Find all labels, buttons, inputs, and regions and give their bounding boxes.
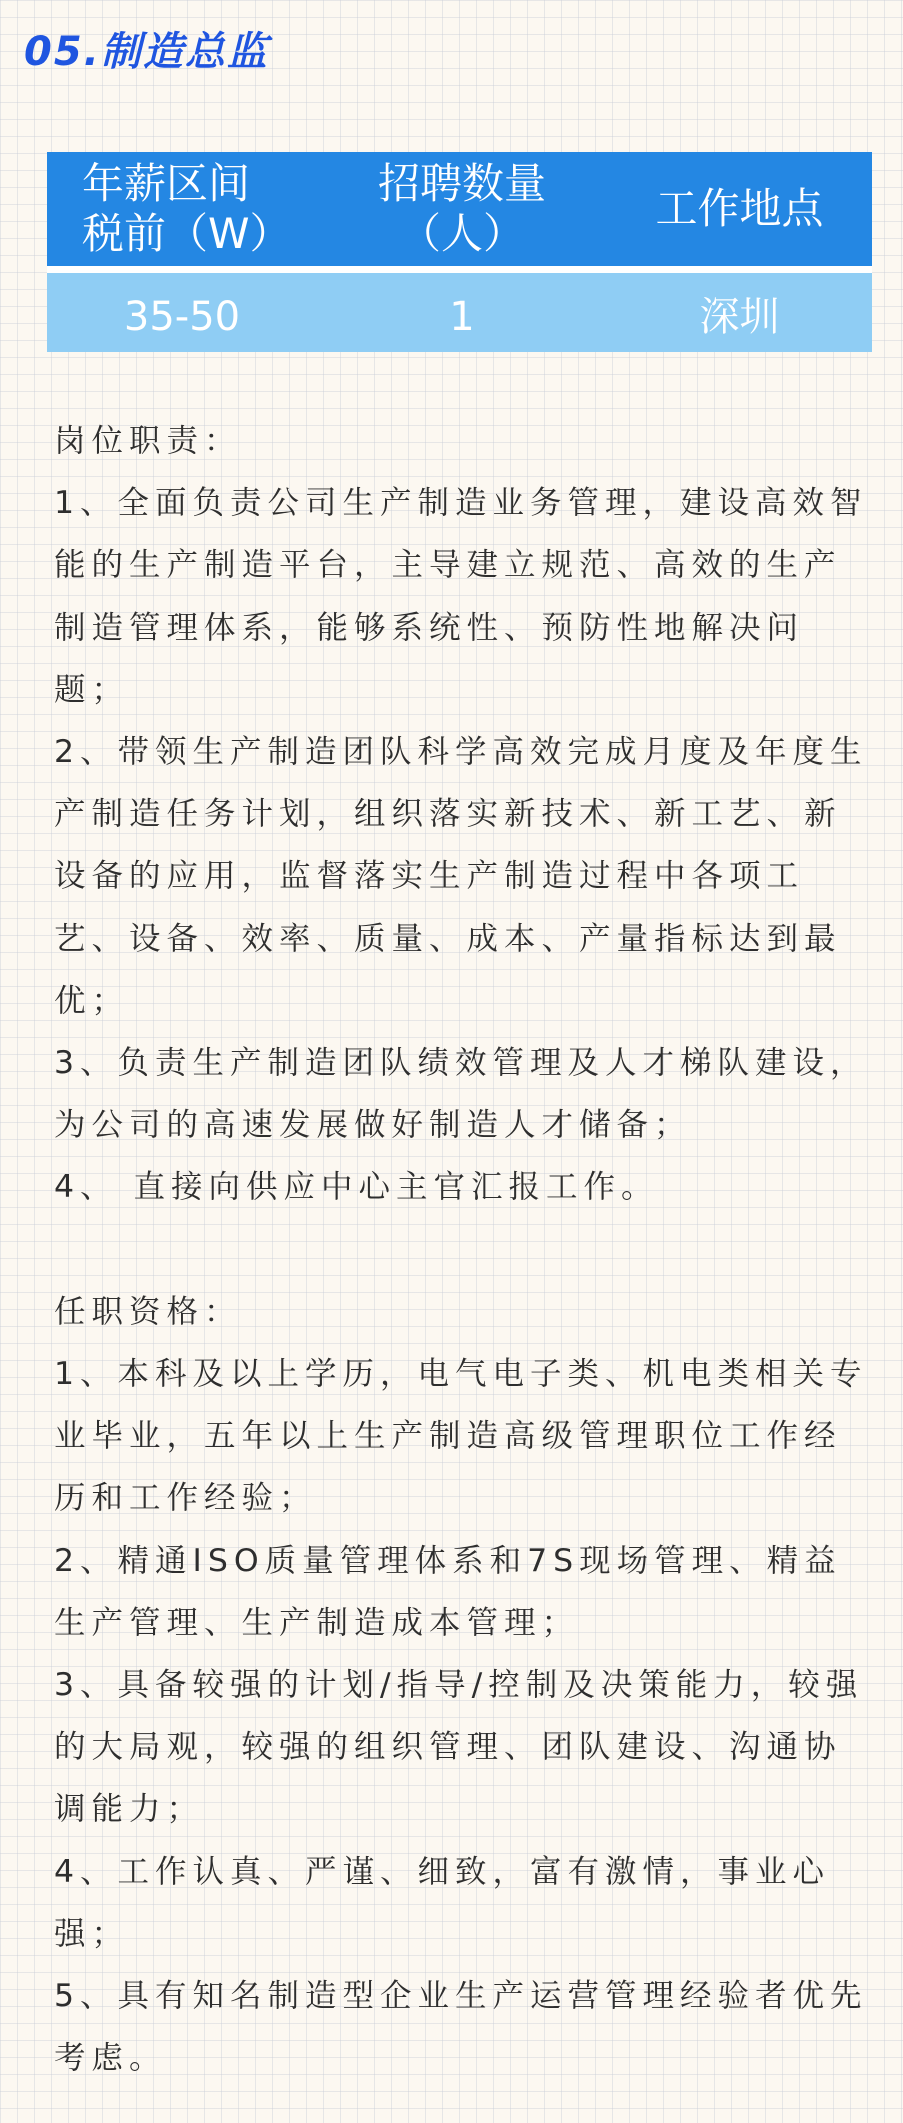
responsibilities-heading: 岗位职责： [54,423,242,459]
responsibility-item: 4、 直接向供应中心主官汇报工作。 [54,1169,659,1206]
header-headcount-line-1: 招聘数量 [377,159,546,208]
page-title: 05.制造总监 [24,29,269,75]
cell-location: 深圳 [699,293,780,340]
qualification-item: 5、具有知名制造型企业生产运营管理经验者优先考虑。 [54,1978,868,2077]
qualification-item: 2、精通ISO质量管理体系和7S现场管理、精益生产管理、生产制造成本管理； [54,1542,842,1641]
header-location-line-1: 工作地点 [655,184,824,233]
header-location [607,152,872,266]
info-table [47,152,872,352]
responsibility-item: 1、全面负责公司生产制造业务管理，建设高效智能的生产制造平台，主导建立规范、高效的生产制造管理体系，能够系统性、预防性地解决问题； [54,485,868,708]
header-salary-range [47,152,317,266]
responsibility-item: 2、带领生产制造团队科学高效完成月度及年度生产制造任务计划，组织落实新技术、新工艺、新设备的应用，监督落实生产制造过程中各项工艺、设备、效率、质量、成本、产量指标达到最优； [54,734,868,1019]
qualification-item: 1、本科及以上学历，电气电子类、机电类相关专业毕业，五年以上生产制造高级管理职位工作经历和工作经验； [54,1356,868,1517]
responsibility-item: 3、负责生产制造团队绩效管理及人才梯队建设，为公司的高速发展做好制造人才储备； [54,1045,868,1144]
section-spacer [54,1219,874,1281]
header-salary-line-2: 税前（W） [82,209,292,258]
qualifications-heading: 任职资格： [54,1293,242,1330]
qualification-item: 4、工作认真、严谨、细致，富有激情，事业心强； [54,1853,831,1952]
qualification-item: 3、具备较强的计划/指导/控制及决策能力，较强的大局观，较强的组织管理、团队建设、沟通协调能力； [54,1667,864,1828]
job-description [54,410,874,2089]
cell-salary: 35-50 [123,293,241,340]
header-salary-line-1: 年薪区间 [82,159,251,208]
cell-headcount: 1 [449,293,475,340]
header-headcount-line-2: （人） [398,209,525,258]
header-headcount [317,152,607,266]
table-row [47,269,872,352]
table-header-row [47,152,872,269]
